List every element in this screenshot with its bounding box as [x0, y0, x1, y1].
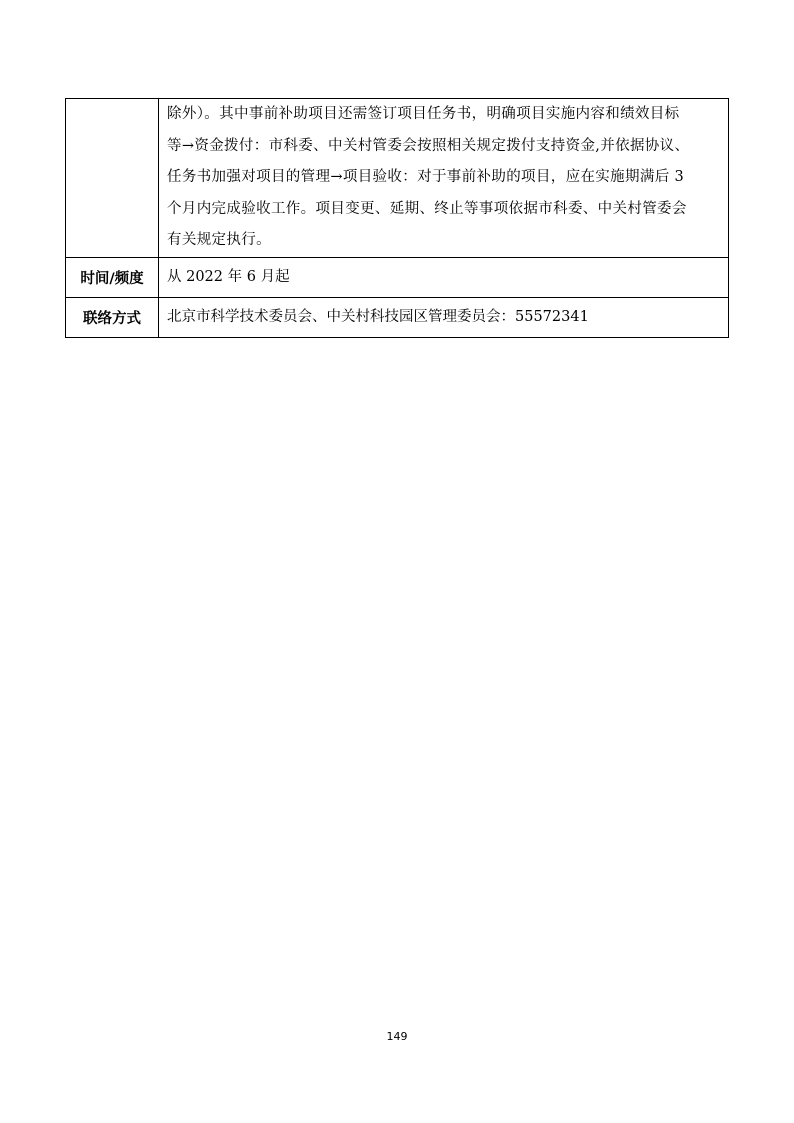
- contact-label: 联络方式: [66, 298, 159, 338]
- row-label-empty: [66, 99, 159, 258]
- procedure-text-line: 有关规定执行。: [167, 232, 271, 249]
- procedure-text-line: 任务书加强对项目的管理→项目验收：对于事前补助的项目，应在实施期满后 3: [167, 169, 685, 186]
- time-frequency-value: 从 2022 年 6 月起: [167, 269, 290, 285]
- contact-cell: [159, 298, 729, 338]
- time-frequency-label: 时间/频度: [66, 258, 159, 298]
- page-number: 149: [386, 1030, 408, 1043]
- procedure-text-line: 除外）。其中事前补助项目还需签订项目任务书，明确项目实施内容和绩效目标: [167, 106, 680, 123]
- table-row: [66, 99, 729, 258]
- policy-table: [65, 98, 729, 338]
- procedure-text-cell: [159, 99, 729, 258]
- contact-value: 北京市科学技术委员会、中关村科技园区管理委员会：55572341: [167, 309, 589, 325]
- table-row: [66, 298, 729, 338]
- procedure-text-line: 等→资金拨付：市科委、中关村管委会按照相关规定拨付支持资金,并依据协议、: [167, 137, 690, 154]
- table-row: [66, 258, 729, 298]
- time-frequency-cell: [159, 258, 729, 298]
- procedure-text-line: 个月内完成验收工作。项目变更、延期、终止等事项依据市科委、中关村管委会: [167, 200, 687, 217]
